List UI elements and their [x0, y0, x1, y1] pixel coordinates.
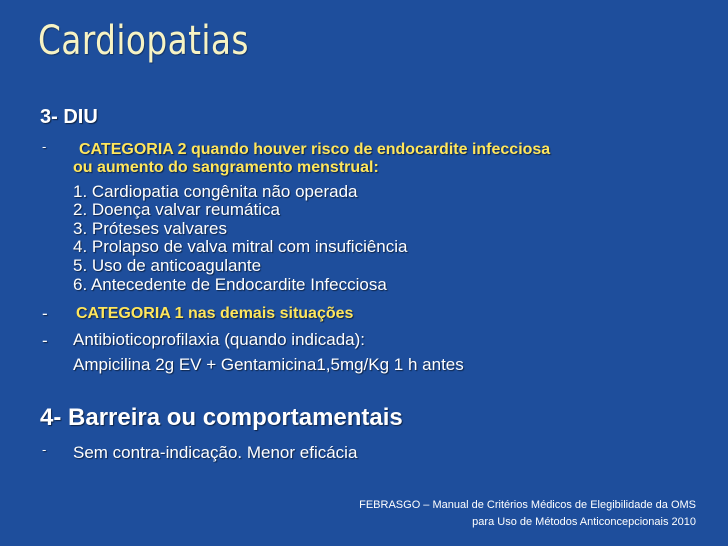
condition-item: 3. Próteses valvares: [73, 219, 228, 238]
dash-marker: -: [42, 304, 48, 323]
section-4-heading: 4- Barreira ou comportamentais: [40, 404, 403, 431]
regimen-text: Ampicilina 2g EV + Gentamicina1,5mg/Kg 1 h antes: [73, 355, 464, 374]
condition-item: 4. Prolapso de valva mitral com insuficiência: [73, 237, 408, 256]
footer-source: [359, 497, 696, 531]
bullet-marker: -: [42, 139, 47, 154]
footer-line-1: FEBRASGO – Manual de Critérios Médicos de Elegibilidade da OMS: [359, 499, 696, 511]
bullet-marker: -: [42, 442, 47, 457]
category-1-text: CATEGORIA 1 nas demais situações: [76, 305, 354, 322]
condition-item: 2. Doença valvar reumática: [73, 200, 280, 219]
category-2-text-line2: ou aumento do sangramento menstrual:: [73, 159, 379, 176]
slide-title: Cardiopatias: [38, 18, 249, 64]
condition-item: 5. Uso de anticoagulante: [73, 256, 262, 275]
section-4-note: Sem contra-indicação. Menor eficácia: [73, 443, 358, 462]
prophylaxis-text: Antibioticoprofilaxia (quando indicada):: [73, 330, 366, 349]
category-2-text-line1: CATEGORIA 2 quando houver risco de endocardite infecciosa: [79, 141, 551, 158]
condition-item: 6. Antecedente de Endocardite Infecciosa: [73, 275, 387, 294]
section-3-heading: 3- DIU: [40, 106, 98, 128]
dash-marker: -: [42, 331, 48, 350]
footer-line-2: para Uso de Métodos Anticoncepcionais 2010: [472, 516, 696, 528]
condition-item: 1. Cardiopatia congênita não operada: [73, 182, 358, 201]
